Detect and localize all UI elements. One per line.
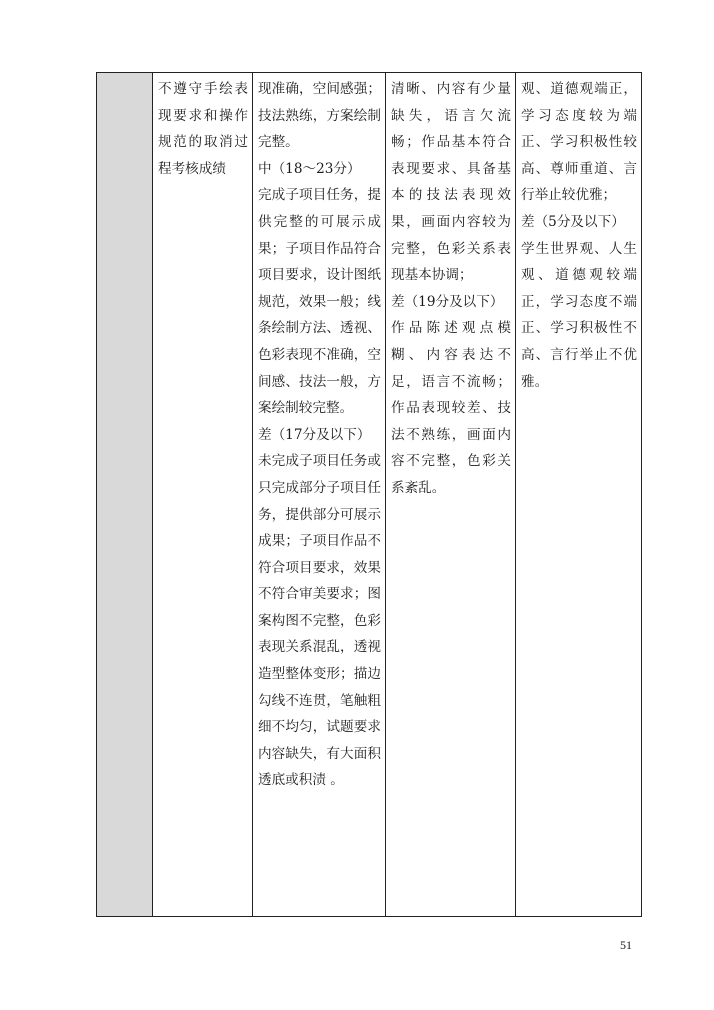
grade-heading-poor: 差（19分及以下） (391, 293, 504, 310)
assessment-criteria-table (96, 72, 642, 917)
shaded-label-column (97, 73, 153, 917)
table-row (97, 73, 642, 917)
remark-column (153, 73, 253, 917)
grade-heading-medium: 中（18～23分） (258, 160, 361, 177)
grade-heading-poor: 差（5分及以下） (521, 213, 625, 230)
attitude-criteria-column (516, 73, 642, 917)
criteria-paragraph: 完成子项目任务，提供完整的可展示成果；子项目作品符合项目要求，设计图纸规范，效果一般；线条绘制方法、透视、色彩表现不准确，空间感、技法一般，方案绘制较完整。 (258, 187, 381, 417)
criteria-paragraph: 观、道德观端正，学习态度较为端正、学习积极性较高、尊师重道、言行举止较优雅； (521, 81, 637, 204)
remark-text: 不遵守手绘表现要求和操作规范的取消过程考核成绩 (158, 81, 248, 177)
criteria-paragraph: 现准确，空间感强；技法熟练，方案绘制完整。 (258, 81, 381, 151)
page-number: 51 (620, 938, 632, 952)
criteria-paragraph: 未完成子项目任务或只完成部分子项目任务，提供部分可展示成果；子项目作品不符合项目要求，效果不符合审美要求；图案构图不完整，色彩表现关系混乱，透视造型整体变形；描边勾线不连贯，笔触粗细不均匀，试题要求内容缺失，有大面积透底或积渍 。 (258, 453, 381, 789)
criteria-paragraph: 学生世界观、人生观、道德观较端正，学习态度不端正、学习积极性不高、言行举止不优雅。 (521, 240, 637, 390)
project-work-criteria-column (253, 73, 386, 917)
grade-heading-poor: 差（17分及以下） (258, 426, 371, 443)
criteria-paragraph: 作品陈述观点模糊、内容表达不足，语言不流畅；作品表现较差、技法不熟练，画面内容不完整，色彩关系紊乱。 (391, 320, 511, 496)
presentation-criteria-column (386, 73, 516, 917)
criteria-paragraph: 清晰、内容有少量缺失，语言欠流畅；作品基本符合表现要求、具备基本的技法表现效果，画面内容较为完整，色彩关系表现基本协调； (391, 81, 511, 284)
